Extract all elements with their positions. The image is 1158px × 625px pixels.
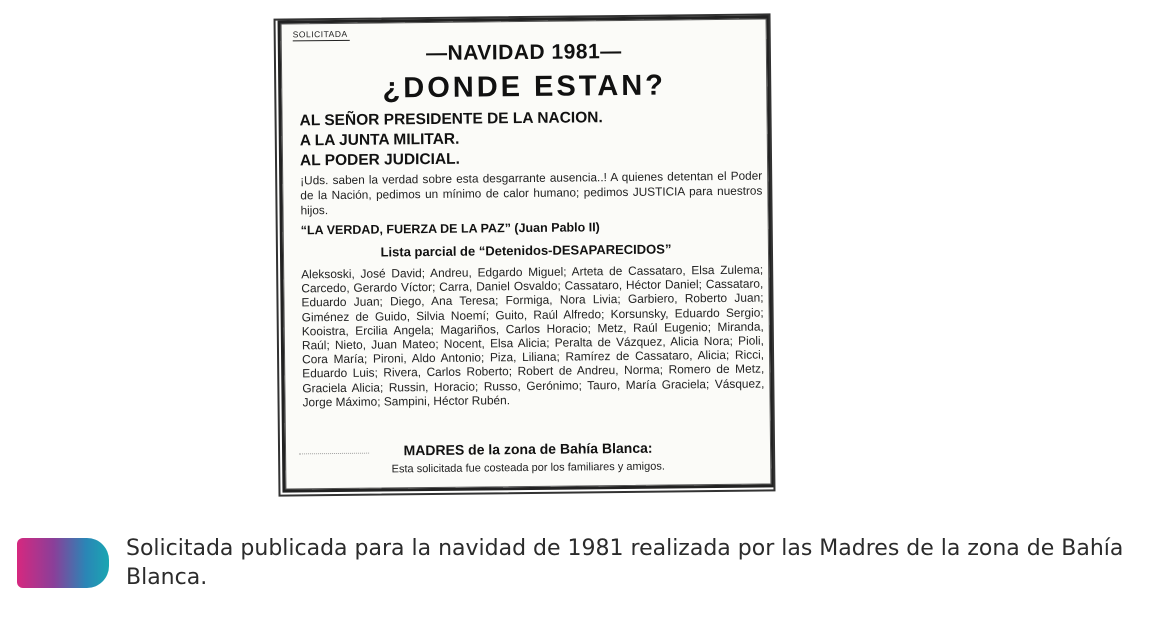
names-list: Aleksoski, José David; Andreu, Edgardo Miguel; Arteta de Cassataro, Elsa Zulema; Carcedo, Gerardo Víctor; Carra, Daniel Osvaldo; Cassataro, Héctor Daniel; Cassataro, Eduardo Juan; Diego, Ana Teresa; Formiga, Nora Livia; Garbiero, Roberto Juan; Giménez de Guido, Silvia Noemí; Guito, Raúl Alfredo; Korsunsky, Eduardo Sergio; Kooistra, Ercilia Angela; Magariños, Carlos Horacio; Metz, Raúl Eugenio; Miranda, Raúl; Nieto, Juan Mateo; Nocent, Elsa Alicia; Peralta de Vázquez, Alicia Nora; Pioli, Cora María; Pironi, Aldo Antonio; Piza, Liliana; Ramírez de Cassataro, Alicia; Ricci, Eduardo Luis; Rivera, Carlos Roberto; Robert de Andreu, Norma; Romero de Metz, Graciela Alicia; Russin, Horacio; Russo, Gerónimo; Tauro, María Graciela; Vásquez, Jorge Máximo; Sampini, Héctor Rubén. xyxy=(301,262,765,410)
heading-year: —NAVIDAD 1981— xyxy=(425,39,622,66)
funding-note: Esta solicitada fue costeada por los familiares y amigos. xyxy=(391,460,665,476)
solicitada-tag: SOLICITADA xyxy=(293,29,350,42)
newspaper-clipping xyxy=(278,15,775,492)
address-line: AL SEÑOR PRESIDENTE DE LA NACION. xyxy=(299,109,603,130)
address-line: AL PODER JUDICIAL. xyxy=(299,150,460,170)
address-line: A LA JUNTA MILITAR. xyxy=(299,130,460,150)
list-title: Lista parcial de “Detenidos-DESAPARECIDOS” xyxy=(380,241,672,260)
address-block xyxy=(299,108,603,171)
heading-main: ¿DONDE ESTAN? xyxy=(382,69,667,105)
intro-paragraph: ¡Uds. saben la verdad sobre esta desgarrante ausencia..! A quienes detentan el Poder de la Nación, pedimos un mínimo de calor humano; pedimos JUSTICIA para nuestros hijos. xyxy=(300,168,763,218)
signature: MADRES de la zona de Bahía Blanca: xyxy=(403,439,653,459)
quote-line: “LA VERDAD, FUERZA DE LA PAZ” (Juan Pablo II) xyxy=(300,220,600,238)
figure-caption: Solicitada publicada para la navidad de 1981 realizada por las Madres de la zona de Bahía Blanca. xyxy=(126,536,1124,590)
caption-badge-icon xyxy=(17,538,109,588)
